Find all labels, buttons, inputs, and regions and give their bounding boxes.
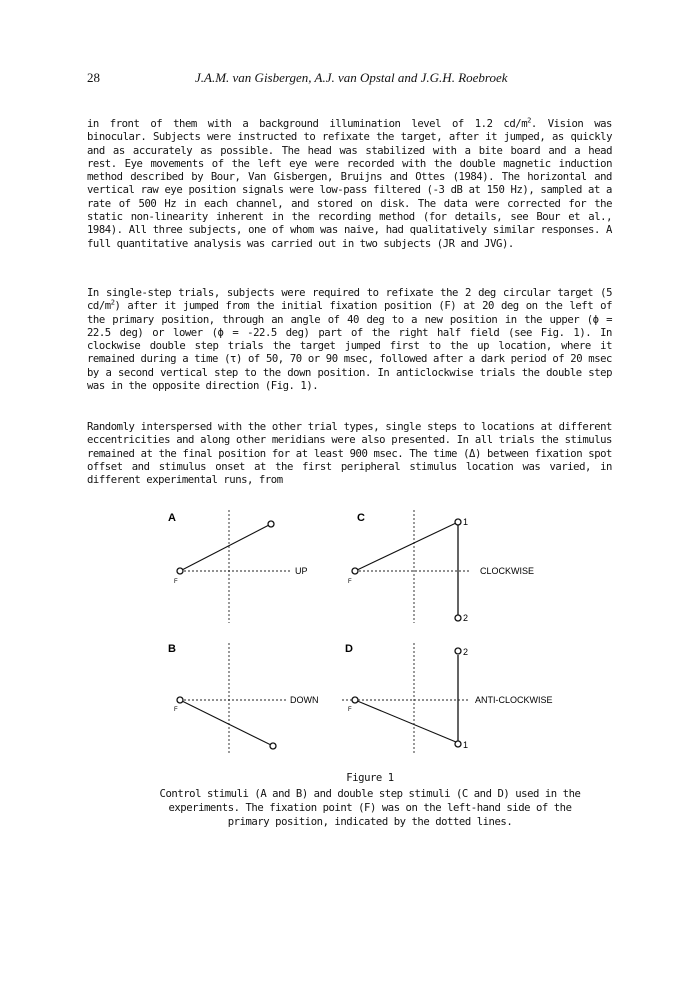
panel-a-label: UP xyxy=(295,566,308,576)
panel-b-fixation-target xyxy=(177,697,183,703)
panel-a-fixation-target xyxy=(177,568,183,574)
panel-d-first-step-path xyxy=(355,700,456,742)
running-head: J.A.M. van Gisbergen, A.J. van Opstal and J.G.H. Roebroek xyxy=(195,70,508,85)
paragraph-single-step xyxy=(87,287,612,393)
figure-caption xyxy=(150,771,590,829)
panel-c-first-step-path xyxy=(355,523,456,571)
panel-d-step1-label: 1 xyxy=(463,740,469,750)
panel-c-step1-target xyxy=(455,519,461,525)
panel-d-step1-target xyxy=(455,741,461,747)
figure-caption-text: Control stimuli (A and B) and double step stimuli (C and D) used in the experiments. The fixation point (F) was on the left-hand side of the primary position, indicated by the dotted lines. xyxy=(159,788,581,828)
panel-a-saccade-path xyxy=(180,525,269,571)
panel-b-fixation-label: F xyxy=(174,707,178,713)
paragraph-single-step-rest: ) after it jumped from the initial fixation position (F) at 20 deg on the left of the primary position, through an angle of 40 deg to a new position in the upper (ϕ = 22.5 deg) or lower (ϕ = -22.5 deg) part of the right half field (see Fig. 1). In clockwise double step trials the target jumped first to the up location, where it remained during a time (τ) of 50, 70 or 90 msec, followed after a dark period of 20 msec by a second vertical step to the down position. In anticlockwise trials the double step was in the opposite direction (Fig. 1). xyxy=(87,300,612,393)
paragraph-single-step-start: In single-step trials, subjects were required to refixate the 2 deg circular target (5 cd/m xyxy=(87,287,612,313)
panel-c-letter: C xyxy=(357,512,365,524)
panel-d-step2-label: 2 xyxy=(463,647,469,657)
panel-c-step1-label: 1 xyxy=(463,517,469,527)
panel-c-step2-label: 2 xyxy=(463,613,469,623)
panel-a-letter: A xyxy=(168,512,176,524)
paragraph-methods xyxy=(87,118,612,251)
paragraph-methods-start: in front of them with a background illumination level of 1.2 cd/m xyxy=(87,118,528,130)
panel-d-fixation-target xyxy=(352,697,358,703)
panel-b-down-target xyxy=(270,743,276,749)
panel-d-label: ANTI-CLOCKWISE xyxy=(475,695,553,705)
panel-d-fixation-label: F xyxy=(348,707,352,713)
figure-1 xyxy=(150,505,610,765)
panel-d-letter: D xyxy=(345,643,353,655)
paragraph-methods-rest: . Vision was binocular. Subjects were instructed to refixate the target, after it jumped, as quickly and as accurately as possible. The head was stabilized with a bite board and a head rest. Eye movements of the left eye were recorded with the double magnetic induction method described by Bour, Van Gisbergen, Bruijns and Ottes (1984). The horizontal and vertical raw eye position signals were low-pass filtered (-3 dB at 150 Hz), sampled at a rate of 500 Hz in each channel, and stored on disk. The data were corrected for the static non-linearity inherent in the recording method (for details, see Bour et al., 1984). All three subjects, one of whom was naive, had qualitatively similar responses. A full quantitative analysis was carried out in two subjects (JR and JVG). xyxy=(87,118,612,250)
superscript: 2 xyxy=(527,116,531,125)
panel-c-label: CLOCKWISE xyxy=(480,566,535,576)
paragraph-randomly: Randomly interspersed with the other trial types, single steps to locations at different eccentricities and along other meridians were also presented. In all trials the stimulus remained at the final position for at least 900 msec. The time (Δ) between fixation spot offset and stimulus onset at the first peripheral stimulus location was varied, in different experimental runs, from xyxy=(87,421,612,487)
panel-d-step2-target xyxy=(455,648,461,654)
panel-b-label: DOWN xyxy=(290,695,319,705)
page-number: 28 xyxy=(87,70,100,85)
panel-d xyxy=(342,643,553,755)
panel-a xyxy=(168,510,308,623)
panel-b xyxy=(168,643,319,755)
superscript: 2 xyxy=(110,298,115,307)
panel-c-fixation-target xyxy=(352,568,358,574)
panel-b-saccade-path xyxy=(180,700,271,745)
panel-a-fixation-label: F xyxy=(174,579,178,585)
panel-c-fixation-label: F xyxy=(348,579,352,585)
panel-c xyxy=(348,510,534,623)
panel-c-step2-target xyxy=(455,615,461,621)
figure-caption-title: Figure 1 xyxy=(346,772,394,784)
panel-b-letter: B xyxy=(168,643,176,655)
panel-a-up-target xyxy=(268,521,274,527)
